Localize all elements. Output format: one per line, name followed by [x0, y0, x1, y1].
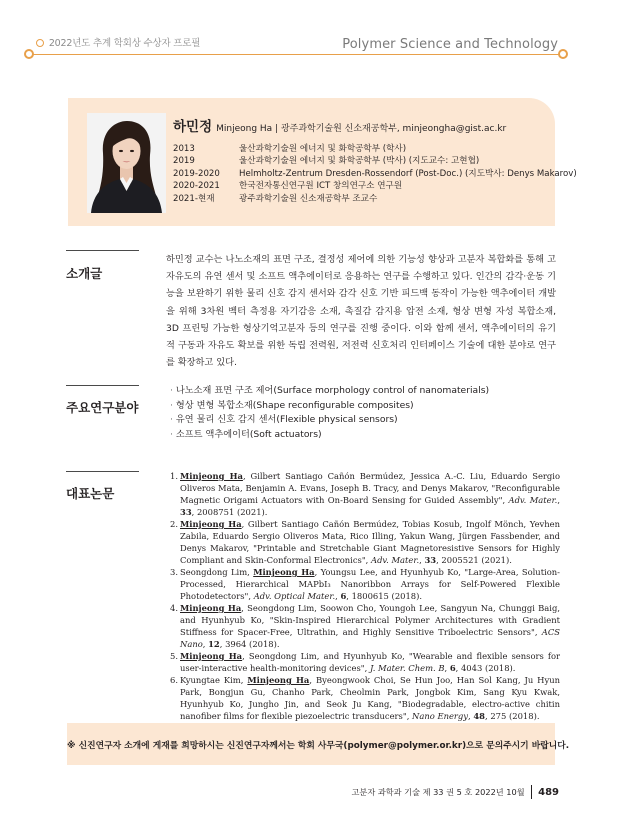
bullet: · — [170, 428, 173, 440]
paper-volume: 6 — [340, 591, 347, 601]
notice-box — [67, 723, 570, 765]
research-item: 유연 물리 신호 감지 센서(Flexible physical sensors) — [175, 414, 398, 426]
paper-citation — [180, 566, 560, 602]
paper-sep: , — [419, 555, 425, 565]
series-title: 2022년도 추계 학회상 수상자 프로필 — [48, 38, 201, 49]
page-number: 489 — [538, 786, 559, 798]
paper-body: , Youngsu Lee, and Hyunhyub Ko, "Large-Area, Solution-Processed, Hierarchical MAPbI₃ Nanoribbon Arrays for Self-Powered Flexible Photodetectors", — [180, 567, 561, 601]
paper-citation — [180, 650, 560, 674]
footer-citation: 고분자 과학과 기술 제 33 권 5 호 2022년 10월 — [351, 786, 525, 797]
section-divider — [66, 385, 139, 386]
intro-text: 하민정 교수는 나노소재의 표면 구조, 결정성 제어에 의한 기능성 향상과 고분자 복합화를 통해 고자유도의 유연 센서 및 소프트 액추에이터로 응용하는 연구를 수행하고 있다. 인간의 감각·운동 기능을 보완하기 위한 물리 신호 감지 센서와 감각 신호 기반 피드백 동작이 가능한 액추에이터 개발을 위해 3차원 벡터 측정용 자기감응 소재, 촉질감 감지용 압전 소재, 형상 변형 자성 복합소재, 3D 프린팅 가능한 형상기억고분자 등의 연구를 진행 중이다. 이와 함께 센서, 액추에이터의 유기적 구동과 자유도 확보를 위한 독립 전력원, 저전력 신호처리 인터페이스 기술에 대한 분야로 연구를 확장하고 있다. — [166, 254, 556, 369]
section-divider — [66, 471, 139, 472]
list-item — [170, 566, 560, 602]
intro-title: 소개글 — [66, 266, 103, 281]
paper-highlight-author: Minjeong Ha — [180, 519, 242, 529]
notice-text: ※ 신진연구자 소개에 게재를 희망하시는 신진연구자께서는 학회 사무국(polymer@polymer.or.kr)으로 문의주시기 바랍니다. — [67, 741, 570, 751]
list-item — [170, 399, 489, 414]
paper-citation — [180, 602, 560, 650]
paper-tail: , 1800615 (2018). — [346, 591, 423, 601]
history-row — [173, 193, 577, 205]
list-item — [170, 384, 489, 399]
paper-body: , Gilbert Santiago Cañón Bermúdez, Tobias Kosub, Ingolf Mönch, Yevhen Zabila, Eduardo Sergio Oliveros Mata, Rico Illing, Yakun Wang, Jürgen Fassbender, and Denys Makarov, "Printable and Stretchable Giant Magnetoresistive Sensors for Highly Compliant and Skin-Conformal Electronics", — [180, 519, 560, 565]
paper-highlight-author: Minjeong Ha — [180, 651, 243, 661]
history-row — [173, 155, 577, 167]
name-affiliation-email: Minjeong Ha | 광주과학기술원 신소재공학부, minjeongha@gist.ac.kr — [216, 124, 507, 134]
research-item: 나노소재 표면 구조 제어(Surface morphology control of nanomaterials) — [175, 385, 490, 396]
footer-divider — [531, 785, 533, 799]
paper-citation — [180, 518, 560, 566]
portrait-photo — [87, 113, 166, 213]
history-desc: 울산과학기술원 에너지 및 화학공학부 (학사) — [239, 144, 407, 154]
paper-volume: 33 — [180, 507, 192, 517]
bullet: · — [170, 385, 173, 396]
paper-number: 4. — [170, 603, 178, 613]
paper-journal: J. Mater. Chem. B — [369, 663, 445, 673]
list-item — [170, 413, 489, 428]
paper-sep: , — [202, 639, 209, 649]
history-desc: 한국전자통신연구원 ICT 창의연구소 연구원 — [239, 181, 403, 192]
paper-journal: Adv. Mater. — [371, 555, 420, 565]
bullet: · — [170, 414, 173, 426]
journal-title: Polymer Science and Technology — [342, 37, 558, 52]
history-year: 2021-현재 — [173, 193, 215, 204]
history-desc: Helmholtz-Zentrum Dresden-Rossendorf (Post-Doc.) (지도박사: Denys Makarov) — [239, 168, 577, 179]
paper-highlight-author: Minjeong Ha — [180, 603, 242, 613]
paper-list — [170, 470, 560, 722]
research-list — [170, 384, 489, 442]
divider-dot-icon — [558, 49, 568, 59]
history-year: 2013 — [173, 144, 195, 154]
paper-highlight-author: Minjeong Ha — [180, 471, 243, 481]
paper-body: , Gilbert Santiago Cañón Bermúdez, Jessica A.-C. Liu, Eduardo Sergio Oliveros Mata, Benjamin A. Evans, Joseph B. Tracy, and Denys Makarov, "Reconfigurable Magnetic Origami Actuators with On-Board Sensing for Guided Assembly", — [180, 471, 561, 505]
portrait-photo-icon — [87, 113, 166, 213]
paper-tail: , 3964 (2018). — [219, 639, 280, 649]
history-desc: 광주과학기술원 신소재공학부 조교수 — [239, 193, 378, 204]
paper-highlight-author: Minjeong Ha — [253, 567, 315, 577]
list-item — [170, 428, 489, 443]
research-item: 형상 변형 복합소재(Shape reconfigurable composites) — [175, 399, 414, 411]
paper-number: 1. — [170, 471, 178, 481]
paper-journal: Nano Energy — [412, 711, 469, 721]
research-item: 소프트 액추에이터(Soft actuators) — [175, 428, 322, 440]
page-footer — [352, 785, 560, 799]
history-year: 2019-2020 — [173, 168, 220, 179]
history-year: 2020-2021 — [173, 181, 220, 192]
paper-tail: , 2005521 (2021). — [436, 555, 512, 565]
paper-number: 6. — [170, 675, 178, 685]
paper-sep: , — [557, 495, 560, 505]
paper-number: 3. — [170, 567, 178, 577]
papers-title: 대표논문 — [66, 486, 115, 501]
paper-journal: ACS Nano — [180, 627, 560, 649]
paper-highlight-author: Minjeong Ha — [247, 675, 310, 685]
paper-citation — [180, 674, 560, 722]
list-item — [170, 674, 560, 722]
profile-box — [68, 98, 577, 226]
paper-journal: Adv. Optical Mater. — [253, 591, 336, 601]
paper-body: , Byeongwook Choi, Se Hun Joo, Han Sol Kang, Ju Hyun Park, Bongjun Gu, Chanho Park, Cheolmin Park, Jongbok Kim, Sang Kyu Kwak, Hyunhyub Ko, Jungho Jin, and Seok Ju Kang, "Biodegradable, electro-active chitin nanofiber films for flexible piezoelectric transducers", — [180, 675, 561, 721]
paper-tail: , 4043 (2018). — [455, 663, 516, 673]
paper-pre-authors: Seongdong Lim, — [180, 567, 254, 577]
list-item — [170, 650, 560, 674]
list-item — [170, 470, 560, 518]
paper-volume: 6 — [449, 663, 456, 673]
paper-pre-authors: Kyungtae Kim, — [180, 675, 248, 685]
name-line — [173, 115, 506, 135]
paper-number: 5. — [170, 651, 178, 661]
name-korean: 하민정 — [173, 119, 213, 135]
paper-volume: 33 — [424, 555, 437, 565]
series-header — [36, 35, 200, 49]
history-row — [173, 168, 577, 180]
list-item — [170, 602, 560, 650]
paper-volume: 12 — [208, 639, 220, 649]
paper-body: , Seongdong Lim, Soowon Cho, Youngoh Lee, Sangyun Na, Chunggi Baig, and Hyunhyub Ko, "Skin-Inspired Hierarchical Polymer Architectures with Gradient Stiffness for Spacer-Free, Ultrathin, and Highly Sensitive Triboelectric Sensors", — [180, 603, 560, 637]
career-history — [173, 143, 577, 205]
bullet: · — [170, 399, 173, 411]
circle-icon — [36, 39, 44, 47]
divider-dot-icon — [24, 49, 34, 59]
list-item — [170, 518, 560, 566]
section-divider — [66, 250, 139, 251]
paper-sep: , — [335, 591, 341, 601]
paper-sep: , — [468, 711, 474, 721]
paper-journal: Adv. Mater. — [508, 495, 558, 505]
history-row — [173, 180, 577, 192]
history-row — [173, 143, 577, 155]
history-year: 2019 — [173, 156, 195, 167]
header-divider — [28, 54, 562, 55]
history-desc: 울산과학기술원 에너지 및 화학공학부 (박사) (지도교수: 고현협) — [239, 156, 480, 167]
paper-body: , Seongdong Lim, and Hyunhyub Ko, "Wearable and flexible sensors for user-interactive health-monitoring devices", — [180, 651, 561, 673]
paper-sep: , — [444, 663, 450, 673]
paper-volume: 48 — [473, 711, 486, 721]
paper-tail: , 2008751 (2021). — [191, 507, 268, 517]
paper-citation — [180, 470, 560, 518]
paper-tail: , 275 (2018). — [485, 711, 540, 721]
paper-number: 2. — [170, 519, 178, 529]
research-title: 주요연구분야 — [66, 400, 139, 415]
